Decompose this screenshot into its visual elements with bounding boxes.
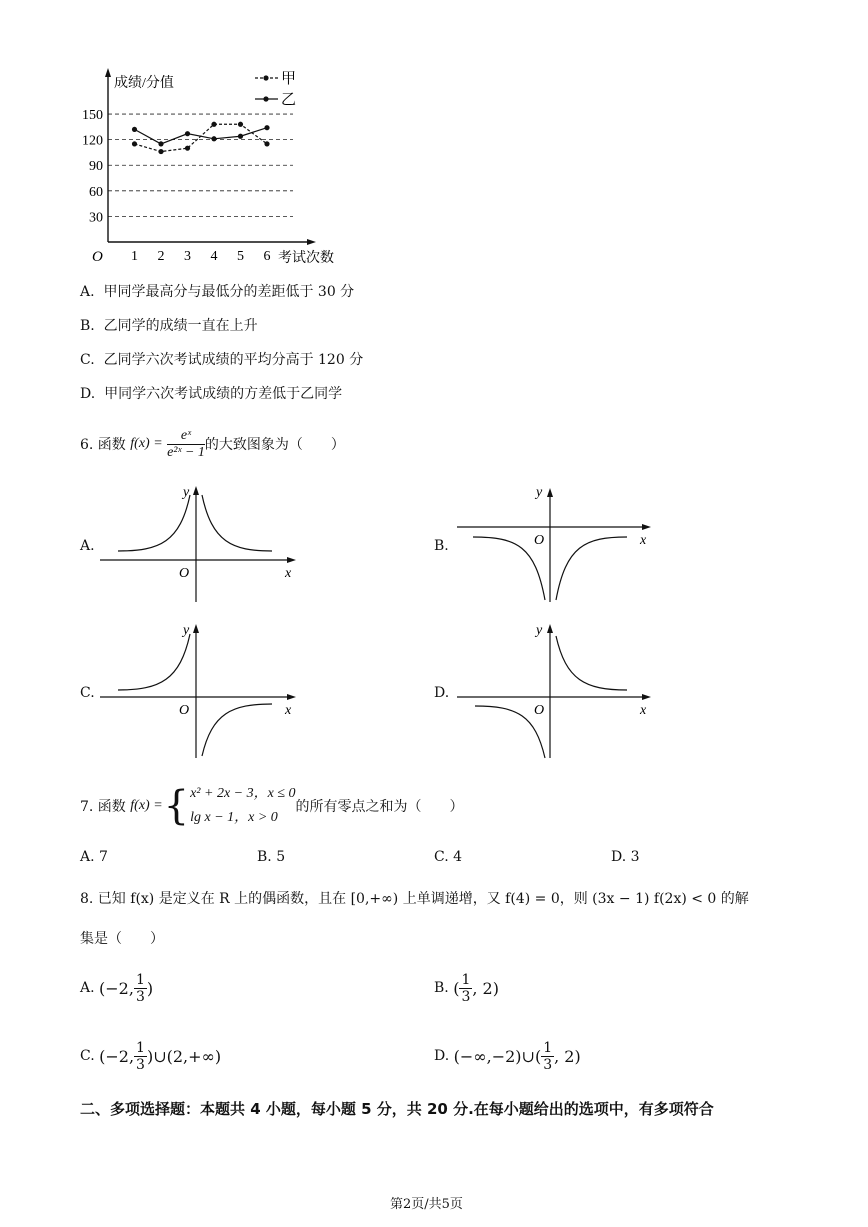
data-point (185, 146, 190, 151)
svg-text:x: x (640, 533, 647, 548)
y-tick-label: 30 (89, 210, 103, 226)
section-heading: 二、多项选择题：本题共 4 小题，每小题 5 分，共 20 分.在每小题给出的选项中，有多项符合 (80, 1100, 714, 1118)
x-tick-label: 3 (184, 249, 191, 264)
q7-option-d: D. 3 (611, 849, 640, 865)
svg-text:x: x (640, 703, 647, 718)
q7-option-c: C. 4 (434, 849, 463, 865)
q6-graph-a (100, 480, 300, 610)
legend-label: 乙 (281, 92, 297, 108)
data-point (158, 149, 163, 154)
svg-text:y: y (183, 485, 190, 500)
series-line-1 (135, 124, 268, 151)
q5-option-c: C. 乙同学六次考试成绩的平均分高于 120 分 (80, 352, 364, 368)
q8-stem-line2: 集是（ ） (80, 931, 164, 947)
q6-graph-a-label: A. (80, 538, 95, 554)
q7-option-a: A. 7 (80, 849, 108, 865)
q7-option-b: B. 5 (257, 849, 286, 865)
x-tick-label: 6 (263, 249, 271, 264)
svg-text:O: O (179, 703, 190, 718)
q6-graph-d (455, 618, 655, 763)
q5-option-a: A. 甲同学最高分与最低分的差距低于 30 分 (80, 284, 355, 300)
q6-graph-c (100, 618, 300, 763)
origin-label: O (92, 249, 103, 265)
x-tick-label: 5 (237, 249, 244, 264)
q8-option-a: A. (−2, $\frac{1}{3}$ ) (80, 971, 154, 1005)
data-point (264, 141, 269, 146)
data-point (185, 131, 190, 136)
y-tick-label: 120 (82, 133, 103, 149)
q7-stem: 7. 函数 f(x) = { x² + 2x − 3，x ≤ 0 lg x − 1，x > 0 的所有零点之和为（ ） (80, 783, 464, 829)
data-point (211, 122, 216, 127)
data-point (211, 136, 216, 141)
q7-brace: { (163, 783, 190, 829)
q6-graph-c-label: C. (80, 685, 95, 701)
q8-option-d: D. (−∞,−2)∪( $\frac{1}{3}$ , 2) (434, 1039, 581, 1073)
data-point (238, 122, 243, 127)
svg-text:y: y (536, 485, 543, 500)
svg-text:O: O (179, 566, 190, 581)
q6-graph-d-label: D. (434, 685, 450, 701)
y-tick-label: 90 (89, 159, 103, 175)
y-axis-arrow (105, 68, 111, 77)
data-point (264, 125, 269, 130)
svg-text:x: x (285, 566, 292, 581)
data-point (238, 134, 243, 139)
series-line-2 (135, 128, 268, 144)
svg-text:y: y (183, 623, 190, 638)
q8-option-c: C. (−2, $\frac{1}{3}$ )∪(2,+∞) (80, 1039, 222, 1073)
legend-label: 甲 (281, 71, 297, 87)
x-axis-label: 考试次数 (278, 251, 334, 266)
page-footer: 第2页/共5页 (390, 1197, 463, 1212)
q5-option-d: D. 甲同学六次考试成绩的方差低于乙同学 (80, 386, 343, 402)
y-tick-label: 60 (89, 184, 103, 200)
x-tick-label: 2 (157, 249, 165, 264)
q8-stem-line1: 8. 已知 f(x) 是定义在 R 上的偶函数，且在 [0,+∞) 上单调递增，又 f(4) = 0，则 (3x − 1) f(2x) < 0 的解 (80, 891, 749, 907)
y-axis-label: 成绩/分值 (114, 76, 174, 91)
svg-text:x: x (285, 703, 292, 718)
q6-graph-b-label: B. (434, 538, 449, 554)
svg-text:O: O (534, 533, 545, 548)
data-point (132, 141, 137, 146)
score-chart (80, 62, 360, 272)
x-axis-arrow (307, 239, 316, 245)
legend-marker (263, 96, 268, 101)
q6-graph-b (455, 480, 655, 610)
q6-stem: 6. 函数 f(x) = $\frac{\text{eˣ}}{\text{e²ˣ − 1}}$ 的大致图象为（ ） (80, 427, 345, 460)
q6-fraction: $\frac{\text{eˣ}}{\text{e²ˣ − 1}}$ (167, 427, 205, 460)
y-tick-label: 150 (82, 108, 103, 124)
x-tick-label: 4 (210, 249, 218, 264)
x-tick-label: 1 (131, 249, 138, 264)
data-point (158, 141, 163, 146)
q8-option-b: B. ( $\frac{1}{3}$ , 2) (434, 971, 499, 1005)
svg-text:y: y (536, 623, 543, 638)
legend-marker (263, 75, 268, 80)
svg-text:O: O (534, 703, 545, 718)
data-point (132, 127, 137, 132)
q5-option-b: B. 乙同学的成绩一直在上升 (80, 318, 258, 334)
